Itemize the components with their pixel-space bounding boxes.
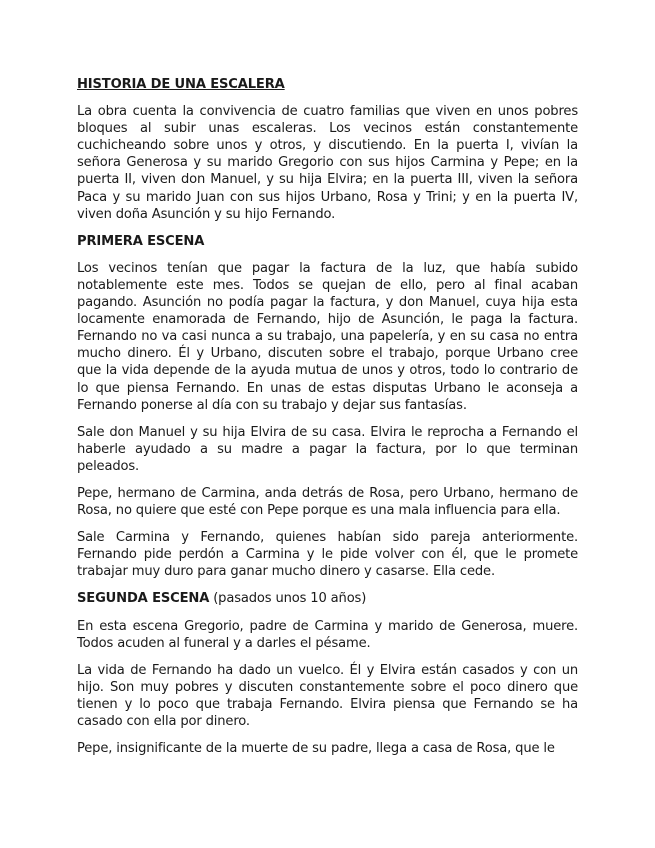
scene1-paragraph-1: Los vecinos tenían que pagar la factura de la luz, que había subido notablemente este mes. Todos se quejan de ello, pero al final acaban pagando. Asunción no podía pagar la factura, y don Manuel, cuya hija esta locamente enamorada de Fernando, hijo de Asunción, le paga la factura. Fernando no va casi nunca a su trabajo, una papelería, y en su casa no entra mucho dinero. Él y Urbano, discuten sobre el trabajo, porque Urbano cree que la vida depende de la ayuda mutua de unos y otros, todo lo contrario de lo que piensa Fernando. En unas de estas disputas Urbano le aconseja a Fernando ponerse al día con su trabajo y dejar sus fantasías. — [77, 260, 578, 413]
intro-paragraph: La obra cuenta la convivencia de cuatro familias que viven en unos pobres bloques al subir unas escaleras. Los vecinos están constantemente cuchicheando sobre unos y otros, y discutiendo. En la puerta I, vivían la señora Generosa y su marido Gregorio con sus hijos Carmina y Pepe; en la puerta II, viven don Manuel, y su hija Elvira; en la puerta III, viven la señora Paca y su marido Juan con sus hijos Urbano, Rosa y Trini; y en la puerta IV, viven doña Asunción y su hijo Fernando. — [77, 104, 578, 222]
scene1-paragraph-3: Pepe, hermano de Carmina, anda detrás de Rosa, pero Urbano, hermano de Rosa, no quiere que esté con Pepe porque es una mala influencia para ella. — [77, 485, 578, 519]
scene2-heading-line — [77, 590, 578, 607]
scene2-paragraph-1: En esta escena Gregorio, padre de Carmina y marido de Generosa, muere. Todos acuden al funeral y a darles el pésame. — [77, 618, 578, 651]
document-title: HISTORIA DE UNA ESCALERA — [77, 77, 285, 92]
document-page — [77, 76, 578, 767]
scene1-paragraph-2: Sale don Manuel y su hija Elvira de su casa. Elvira le reprocha a Fernando el haberle ayudado a su madre a pagar la factura, por lo que terminan peleados. — [77, 424, 578, 474]
scene1-heading: PRIMERA ESCENA — [77, 233, 205, 249]
scene2-heading-note: (pasados unos 10 años) — [209, 591, 367, 607]
scene2-paragraph-3: Pepe, insignificante de la muerte de su padre, llega a casa de Rosa, que le — [77, 741, 555, 757]
scene1-paragraph-4: Sale Carmina y Fernando, quienes habían sido pareja anteriormente. Fernando pide perdón a Carmina y le pide volver con él, que le promete trabajar muy duro para ganar mucho dinero y casarse. Ella cede. — [77, 530, 578, 580]
scene2-heading: SEGUNDA ESCENA — [77, 591, 210, 607]
scene2-paragraph-2: La vida de Fernando ha dado un vuelco. Él y Elvira están casados y con un hijo. Son muy pobres y discuten constantemente sobre el poco dinero que tienen y lo poco que trabaja Fernando. Elvira piensa que Fernando se ha casado con ella por dinero. — [77, 662, 578, 729]
